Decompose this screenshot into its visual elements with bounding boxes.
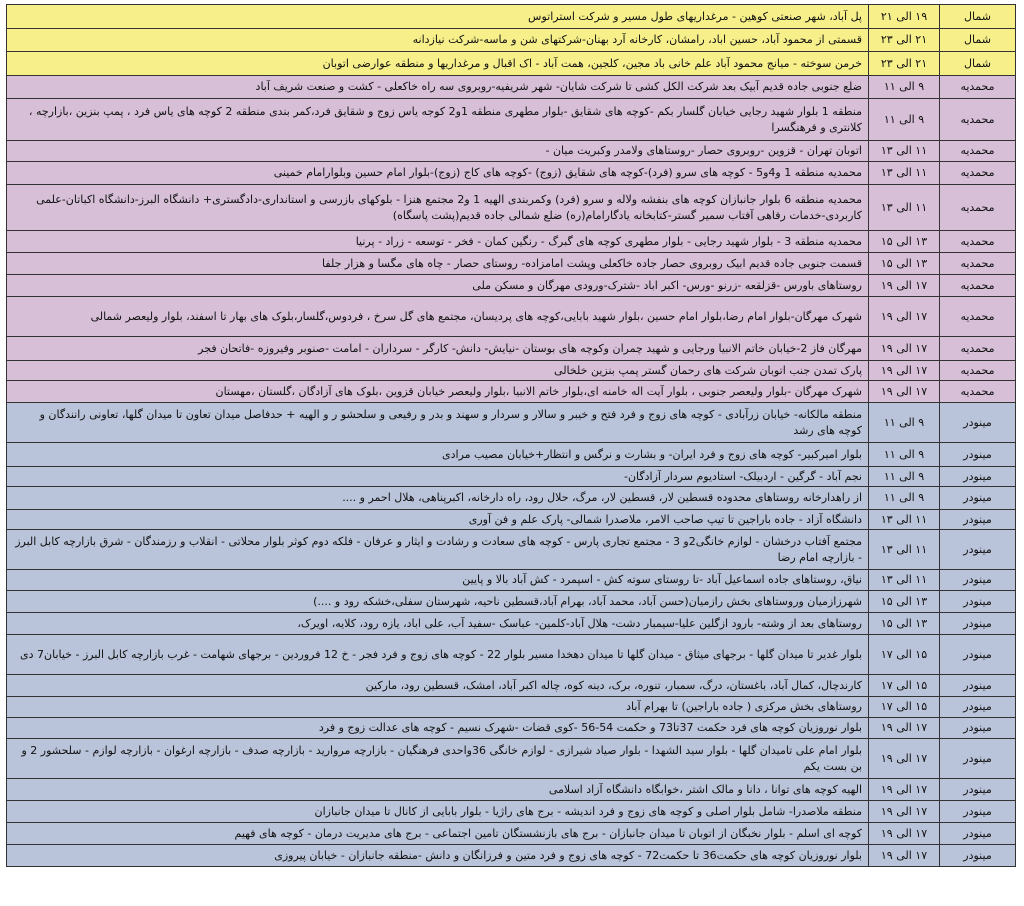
- area-cell: مینودر: [940, 403, 1016, 443]
- description-cell: از راهدارخانه روستاهای محدوده قسطین لار، قسطین لار، مرگ، حلال رود، راه دارخانه، اکبرپناهی، هلال احمر و ....: [7, 487, 869, 510]
- area-cell: مینودر: [940, 510, 1016, 530]
- description-cell: روستاهای بعد از وشته- بارود ازگلین علیا-سیمبار دشت- هلال آباد-کلمین- عباسک -سفید آب، علی اباد، یازه رود، کلایه، اویرک،: [7, 613, 869, 635]
- area-cell: مینودر: [940, 570, 1016, 591]
- table-row: [7, 361, 1016, 381]
- time-cell: ۱۱ الی ۱۳: [869, 570, 940, 591]
- description-cell: اتوبان تهران - قزوین -روبروی حصار -روستاهای ولامدر وکبریت میان -: [7, 141, 869, 162]
- table-row: [7, 635, 1016, 675]
- description-cell: منطقه مالکانه- خیابان زرآبادی - کوچه های زوج و فرد فتح و خیبر و سالار و سردار و سهند و بدر و رفیعی و سلحشو ر و الهیه + حدفاصل میدان تعاون تا میدان گلها، تعاونی رانندگان و کوچه های رشد: [7, 403, 869, 443]
- table-row: [7, 381, 1016, 403]
- time-cell: ۱۱ الی ۱۳: [869, 185, 940, 231]
- area-cell: مینودر: [940, 613, 1016, 635]
- table-row: [7, 253, 1016, 275]
- table-body: [7, 5, 1016, 867]
- description-cell: روستاهای بخش مرکزی ( جاده باراجین) تا بهرام آباد: [7, 697, 869, 718]
- table-row: [7, 99, 1016, 141]
- area-cell: محمدیه: [940, 361, 1016, 381]
- area-cell: محمدیه: [940, 99, 1016, 141]
- description-cell: بلوار امیرکبیر- کوچه های زوج و فرد ایران- و بشارت و نرگس و انتظار+خیابان مصیب مرادی: [7, 443, 869, 467]
- area-cell: مینودر: [940, 845, 1016, 867]
- description-cell: پل آباد، شهر صنعتی کوهین - مرغداریهای طول مسیر و شرکت استراتوس: [7, 5, 869, 29]
- description-cell: شهرک مهرگان -بلوار ولیعصر جنوبی ، بلوار آیت اله خامنه ای،بلوار خاتم الانبیا ،بلوار ولیعصر خیابان قزوین ،بلوک های آزادگان ،گلستان ،مهستان: [7, 381, 869, 403]
- table-row: [7, 739, 1016, 779]
- area-cell: محمدیه: [940, 185, 1016, 231]
- area-cell: مینودر: [940, 697, 1016, 718]
- description-cell: نجم آباد - گرگین - اردبیلک- استادیوم سردار آزادگان-: [7, 467, 869, 487]
- area-cell: مینودر: [940, 675, 1016, 697]
- time-cell: ۱۷ الی ۱۹: [869, 823, 940, 845]
- area-cell: شمال: [940, 5, 1016, 29]
- time-cell: ۱۱ الی ۱۳: [869, 162, 940, 185]
- area-cell: محمدیه: [940, 231, 1016, 253]
- time-cell: ۱۳ الی ۱۵: [869, 253, 940, 275]
- area-cell: مینودر: [940, 635, 1016, 675]
- table-row: [7, 52, 1016, 76]
- description-cell: محمدیه منطقه 1 و4و5 - کوچه های سرو (فرد)-کوچه های شقایق (زوج) -کوچه های کاج (زوج)-بلوار امام حسین وبلوارامام خمینی: [7, 162, 869, 185]
- time-cell: ۲۱ الی ۲۳: [869, 52, 940, 76]
- time-cell: ۹ الی ۱۱: [869, 487, 940, 510]
- time-cell: ۱۷ الی ۱۹: [869, 297, 940, 337]
- table-row: [7, 591, 1016, 613]
- area-cell: مینودر: [940, 739, 1016, 779]
- table-row: [7, 467, 1016, 487]
- area-cell: محمدیه: [940, 297, 1016, 337]
- area-cell: محمدیه: [940, 162, 1016, 185]
- table-row: [7, 718, 1016, 739]
- outage-schedule-sheet: [6, 4, 1016, 867]
- table-row: [7, 141, 1016, 162]
- table-row: [7, 510, 1016, 530]
- area-cell: محمدیه: [940, 381, 1016, 403]
- time-cell: ۹ الی ۱۱: [869, 443, 940, 467]
- table-row: [7, 29, 1016, 52]
- description-cell: پارک تمدن جنب اتوبان شرکت های رحمان گستر پمپ بنزین خلخالی: [7, 361, 869, 381]
- table-row: [7, 845, 1016, 867]
- time-cell: ۱۹ الی ۲۱: [869, 5, 940, 29]
- description-cell: شهرک مهرگان-بلوار امام رضا،بلوار امام حسین ،بلوار شهید بابایی،کوچه های پردیسان، مجتمع های گل سرخ ، فردوس،گلسار،بلوک های بهار تا اسفند، بلوار ولیعصر شمالی: [7, 297, 869, 337]
- description-cell: بلوار غدیر تا میدان گلها - برجهای میثاق - میدان گلها تا میدان دهخدا مسیر بلوار 22 - کوچه های زوج و فرد فجر - خ 12 فروردین - برجهای شهامت - غرب بازارچه کابل البرز - خیابان7 دی: [7, 635, 869, 675]
- table-row: [7, 5, 1016, 29]
- time-cell: ۱۷ الی ۱۹: [869, 739, 940, 779]
- time-cell: ۹ الی ۱۱: [869, 467, 940, 487]
- description-cell: ضلع جنوبی جاده قدیم آبیک بعد شرکت الکل کشی تا شرکت شایان- شهر شریفیه-روبروی سه راه خاکعلی - کشت و صنعت شریف آباد: [7, 76, 869, 99]
- time-cell: ۲۱ الی ۲۳: [869, 29, 940, 52]
- time-cell: ۱۷ الی ۱۹: [869, 361, 940, 381]
- time-cell: ۱۵ الی ۱۷: [869, 697, 940, 718]
- table-row: [7, 76, 1016, 99]
- area-cell: شمال: [940, 29, 1016, 52]
- time-cell: ۱۵ الی ۱۷: [869, 675, 940, 697]
- time-cell: ۱۵ الی ۱۷: [869, 635, 940, 675]
- time-cell: ۱۷ الی ۱۹: [869, 801, 940, 823]
- table-row: [7, 613, 1016, 635]
- time-cell: ۱۷ الی ۱۹: [869, 779, 940, 801]
- time-cell: ۹ الی ۱۱: [869, 403, 940, 443]
- area-cell: مینودر: [940, 718, 1016, 739]
- area-cell: مینودر: [940, 487, 1016, 510]
- description-cell: روستاهای باورس -قزلقعه -زرنو -ورس- اکبر اباد -شترک-ورودی مهرگان و مسکن ملی: [7, 275, 869, 297]
- table-row: [7, 297, 1016, 337]
- table-row: [7, 403, 1016, 443]
- area-cell: مینودر: [940, 443, 1016, 467]
- table-row: [7, 823, 1016, 845]
- table-row: [7, 162, 1016, 185]
- table-row: [7, 570, 1016, 591]
- table-row: [7, 487, 1016, 510]
- area-cell: مینودر: [940, 467, 1016, 487]
- area-cell: مینودر: [940, 823, 1016, 845]
- outage-schedule-table: [6, 4, 1016, 867]
- table-row: [7, 443, 1016, 467]
- time-cell: ۱۱ الی ۱۳: [869, 510, 940, 530]
- description-cell: بلوار نوروزیان کوچه های فرد حکمت 37تا73 و حکمت 54-56 -کوی قضات -شهرک نسیم - کوچه های عدالت زوج و فرد: [7, 718, 869, 739]
- area-cell: محمدیه: [940, 275, 1016, 297]
- description-cell: نیاق، روستاهای جاده اسماعیل آباد -تا روستای سوته کش - اسپمرد - کش آباد بالا و پایین: [7, 570, 869, 591]
- table-row: [7, 530, 1016, 570]
- time-cell: ۱۷ الی ۱۹: [869, 718, 940, 739]
- area-cell: مینودر: [940, 530, 1016, 570]
- description-cell: محمدیه منطقه 3 - بلوار شهید رجایی - بلوار مطهری کوچه های گبرگ - رنگین کمان - فخر - توسعه - زراد - پرنیا: [7, 231, 869, 253]
- time-cell: ۱۷ الی ۱۹: [869, 845, 940, 867]
- area-cell: مینودر: [940, 801, 1016, 823]
- time-cell: ۱۱ الی ۱۳: [869, 530, 940, 570]
- description-cell: دانشگاه آزاد - جاده باراجین تا تیپ صاحب الامر، ملاصدرا شمالی- پارک علم و فن آوری: [7, 510, 869, 530]
- description-cell: مجتمع آفتاب درخشان - لوازم خانگی2و 3 - مجتمع تجاری پارس - کوچه های سعادت و رشادت و ایثار و عرفان - فلکه دوم کوثر بلوار محلاتی - انقلاب و رزمندگان - شرق بازارچه کابل البرز - بازارچه امام رضا: [7, 530, 869, 570]
- description-cell: بلوار نوروزیان کوچه های حکمت36 تا حکمت72 - کوچه های زوج و فرد متین و فرزانگان و دانش -منطقه جانبازان - خیابان پیروزی: [7, 845, 869, 867]
- description-cell: قسمت جنوبی جاده قدیم ابیک روبروی حصار جاده خاکعلی وپشت امامزاده- روستای حصار - چاه های مگسا و هزار جلفا: [7, 253, 869, 275]
- table-row: [7, 779, 1016, 801]
- table-row: [7, 801, 1016, 823]
- area-cell: شمال: [940, 52, 1016, 76]
- description-cell: خرمن سوخته - میانج محمود آباد علم خانی باد مجین، کلجین، همت آباد - اک اقبال و مرغداریها و منطقه عوارضی اتوبان: [7, 52, 869, 76]
- table-row: [7, 275, 1016, 297]
- time-cell: ۹ الی ۱۱: [869, 76, 940, 99]
- description-cell: بلوار امام علی تامیدان گلها - بلوار سید الشهدا - بلوار صیاد شیرازی - لوازم خانگی 36واحدی فرهنگیان - بازارچه مروارید - بازارچه صدف - بازارچه ارغوان - بازارچه لوازم - سلحشور 2 و بن بست یکم: [7, 739, 869, 779]
- table-row: [7, 337, 1016, 361]
- description-cell: مهرگان فاز 2-خیابان خاتم الانبیا ورجایی و شهید چمران وکوچه های بوستان -نیایش- دانش- کارگر - سرداران - امامت -صنوبر وفیروزه -فاتحان فجر: [7, 337, 869, 361]
- time-cell: ۱۳ الی ۱۵: [869, 613, 940, 635]
- description-cell: کارندچال، کمال آباد، باغستان، درگ، سمبار، تنوره، برک، دینه کوه، چاله اکبر آباد، امشک، قسطین رود، مارکین: [7, 675, 869, 697]
- table-row: [7, 231, 1016, 253]
- time-cell: ۱۷ الی ۱۹: [869, 381, 940, 403]
- description-cell: منطقه 1 بلوار شهید رجایی خیابان گلسار بکم -کوچه های شقایق -بلوار مطهری منطقه 1و2 کوجه یاس زوج و شقایق فرد،کمر بندی منطقه 2 کوچه های یاس فرد ، پمپ بنزین ،بازارچه ، کلانتری و فرهنگسرا: [7, 99, 869, 141]
- time-cell: ۱۷ الی ۱۹: [869, 275, 940, 297]
- time-cell: ۹ الی ۱۱: [869, 99, 940, 141]
- time-cell: ۱۱ الی ۱۳: [869, 141, 940, 162]
- time-cell: ۱۳ الی ۱۵: [869, 591, 940, 613]
- area-cell: محمدیه: [940, 141, 1016, 162]
- table-row: [7, 675, 1016, 697]
- area-cell: محمدیه: [940, 253, 1016, 275]
- area-cell: مینودر: [940, 779, 1016, 801]
- table-row: [7, 697, 1016, 718]
- area-cell: محمدیه: [940, 76, 1016, 99]
- time-cell: ۱۷ الی ۱۹: [869, 337, 940, 361]
- description-cell: الهیه کوچه های توانا ، دانا و مالک اشتر ،خوابگاه دانشگاه آزاد اسلامی: [7, 779, 869, 801]
- area-cell: محمدیه: [940, 337, 1016, 361]
- description-cell: کوچه ای اسلم - بلوار نخبگان از اتوبان تا میدان جانبازان - برج های بازنشستگان تامین اجتماعی - برج های مدیریت درمان - کوچه های فهیم: [7, 823, 869, 845]
- description-cell: منطقه ملاصدرا- شامل بلوار اصلی و کوچه های زوج و فرد اندیشه - برج های راژیا - بلوار بابایی از کانال تا میدان جانبازان: [7, 801, 869, 823]
- description-cell: قسمتی از محمود آباد، حسین اباد، رامشان، کارخانه آرد بهنان-شرکتهای شن و ماسه-شرکت نیازدانه: [7, 29, 869, 52]
- description-cell: شهرزازمیان وروستاهای بخش رازمیان(حسن آباد، محمد آباد، بهرام آباد،قسطین ناحیه، شهرستان سفلی،خشکه رود و ....): [7, 591, 869, 613]
- area-cell: مینودر: [940, 591, 1016, 613]
- time-cell: ۱۳ الی ۱۵: [869, 231, 940, 253]
- description-cell: محمدیه منطقه 6 بلوار جانبازان کوچه های بنفشه ولاله و سرو (فرد) وکمربندی الهیه 1 و2 مجتمع هنزا - بلوکهای بازرسی و استانداری-دادگستری+ دانشگاه البرز-دانشگاه اکباتان-علمی کاربردی-خدمات رفاهی آفتاب سمیر گستر-کتابخانه یادگارامام(ره) ضلع شمالی جاده قدیم(پشت پاسگاه): [7, 185, 869, 231]
- table-row: [7, 185, 1016, 231]
